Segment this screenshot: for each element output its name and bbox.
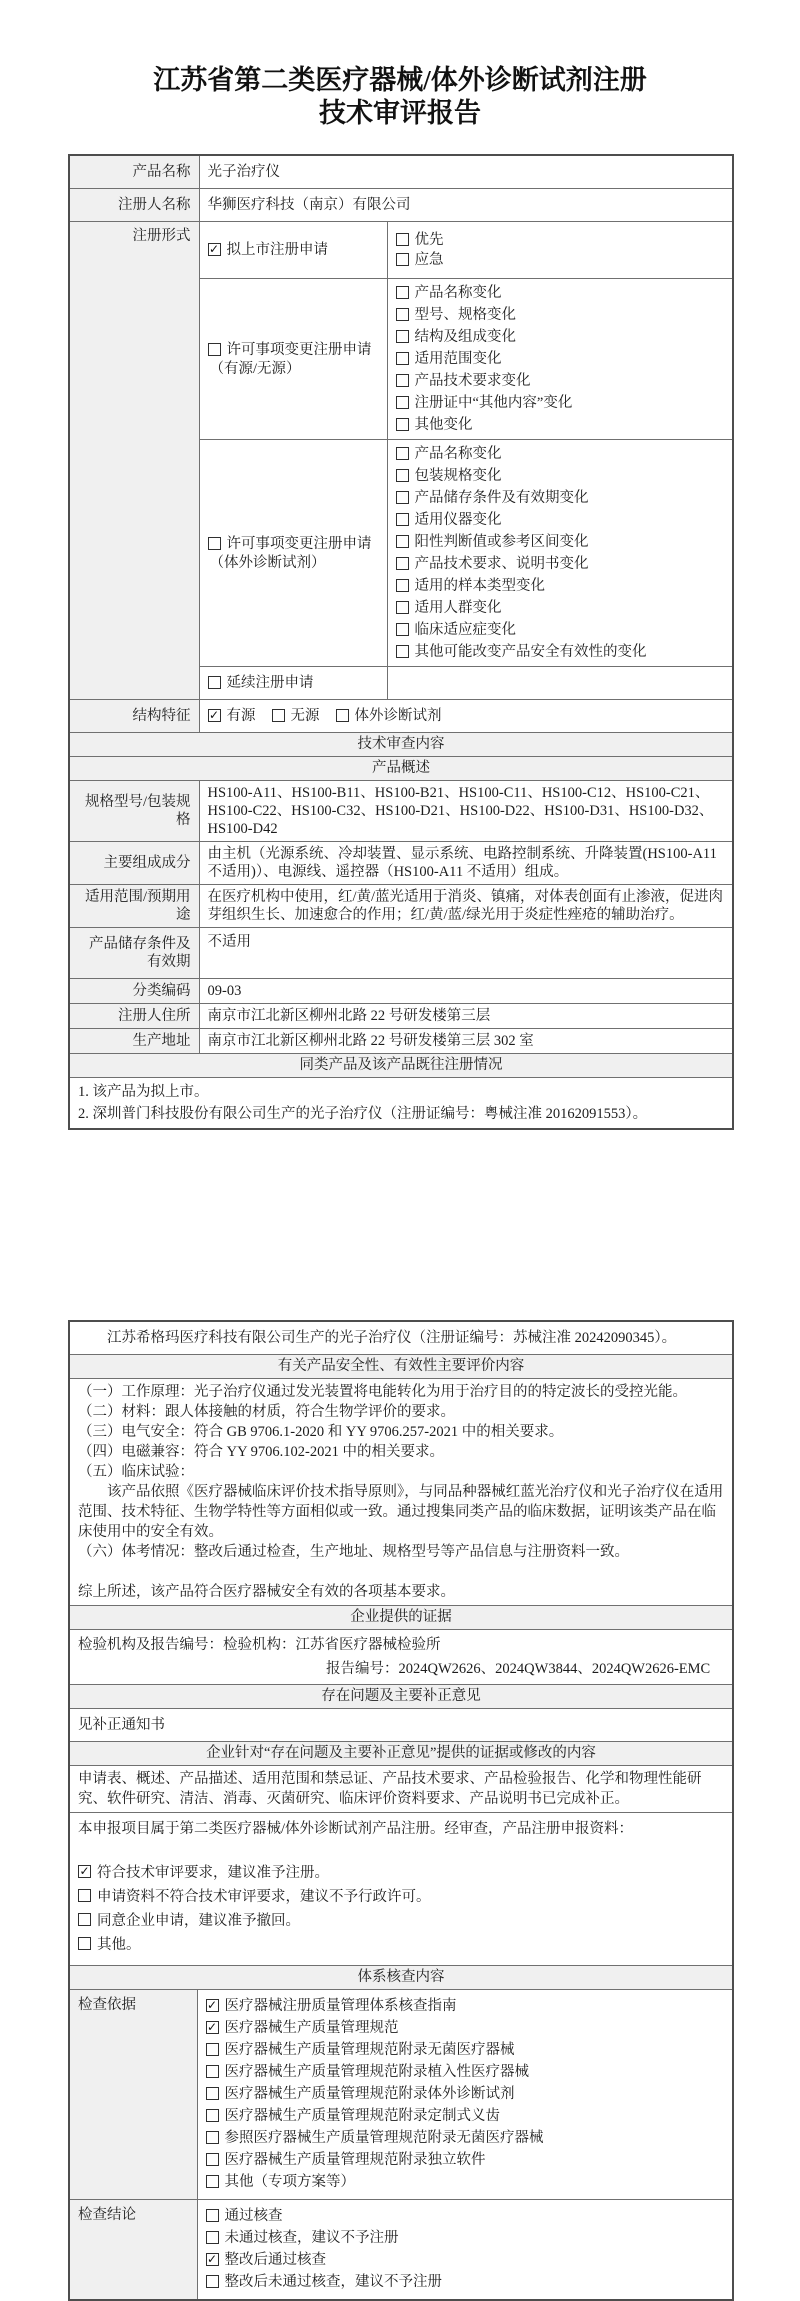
checkbox-icon bbox=[396, 557, 409, 570]
field-value-registrant: 华狮医疗科技（南京）有限公司 bbox=[199, 189, 733, 222]
report-title bbox=[0, 0, 800, 130]
checkbox-icon bbox=[206, 2175, 219, 2188]
row-classification-code bbox=[69, 979, 733, 1004]
checkbox-icon bbox=[396, 396, 409, 409]
checkbox-icon: ✓ bbox=[208, 242, 220, 256]
checkbox-icon bbox=[206, 2131, 219, 2144]
field-value-class-code: 09-03 bbox=[199, 979, 733, 1004]
field-label-class-code: 分类编码 bbox=[69, 979, 199, 1004]
checkbox-label: 产品名称变化 bbox=[414, 285, 502, 301]
row-structure-feature bbox=[69, 700, 733, 733]
option-group-structure bbox=[199, 700, 733, 733]
checkbox-label: 临床适应症变化 bbox=[414, 622, 516, 638]
checkbox-option bbox=[206, 2127, 725, 2149]
checkbox-option bbox=[396, 282, 725, 304]
field-value-production-address: 南京市江北新区柳州北路 22 号研发楼第三层 302 室 bbox=[199, 1029, 733, 1054]
section-row-issues bbox=[69, 1685, 733, 1709]
checkbox-option bbox=[396, 487, 725, 509]
option-group-inspection-basis bbox=[197, 1990, 733, 2200]
checkbox-label: 拟上市注册申请 bbox=[226, 242, 328, 258]
checkbox-label-line2: （有源/无源） bbox=[209, 361, 301, 377]
field-label-storage: 产品储存条件及有效期 bbox=[69, 928, 199, 979]
option-renewal bbox=[199, 667, 387, 700]
checkbox-label: 符合技术审评要求，建议准予注册。 bbox=[97, 1865, 329, 1881]
option-group-inspection-result bbox=[197, 2200, 733, 2301]
checkbox-label: 同意企业申请，建议准予撤回。 bbox=[97, 1913, 300, 1929]
field-value-storage: 不适用 bbox=[199, 928, 733, 979]
checkbox-label: 医疗器械生产质量管理规范附录独立软件 bbox=[224, 2152, 486, 2168]
row-product-name bbox=[69, 155, 733, 189]
checkbox-option bbox=[396, 641, 725, 663]
row-review-conclusion bbox=[69, 1813, 733, 1966]
checkbox-label-line2: （体外诊断试剂） bbox=[209, 555, 326, 571]
checkbox-label: 优先 bbox=[414, 232, 444, 248]
checkbox-label: 适用范围变化 bbox=[414, 351, 502, 367]
checkbox-icon bbox=[396, 623, 409, 636]
checkbox-label: 适用仪器变化 bbox=[414, 512, 502, 528]
section-header-history: 同类产品及该产品既往注册情况 bbox=[69, 1054, 733, 1078]
row-registrant-name bbox=[69, 189, 733, 222]
history-cell bbox=[69, 1078, 733, 1130]
evidence-agency: 检验机构及报告编号：检验机构：江苏省医疗器械检验所 bbox=[78, 1637, 441, 1653]
eval-materials: （二）材料：跟人体接触的材质，符合生物学评价的要求。 bbox=[78, 1404, 455, 1420]
field-label-spec: 规格型号/包装规格 bbox=[69, 781, 199, 842]
checkbox-option bbox=[208, 340, 379, 360]
checkbox-label: 适用的样本类型变化 bbox=[414, 578, 545, 594]
field-value-registrant-address: 南京市江北新区柳州北路 22 号研发楼第三层 bbox=[199, 1004, 733, 1029]
field-label-inspection-basis: 检查依据 bbox=[69, 1990, 197, 2200]
option-group-change-active bbox=[387, 279, 733, 440]
checkbox-option bbox=[396, 348, 725, 370]
checkbox-option bbox=[396, 414, 725, 436]
checkbox-label: 有源 bbox=[226, 708, 256, 724]
checkbox-label: 应急 bbox=[414, 252, 444, 268]
eval-electrical-safety: （三）电气安全：符合 GB 9706.1-2020 和 YY 9706.257-2021 中的相关要求。 bbox=[78, 1424, 564, 1440]
field-label-product-name: 产品名称 bbox=[69, 155, 199, 189]
field-label-components: 主要组成成分 bbox=[69, 842, 199, 885]
checkbox-icon bbox=[336, 709, 349, 722]
section-header-system-inspection: 体系核查内容 bbox=[69, 1966, 733, 1990]
evidence-report-numbers: 报告编号：2024QW2626、2024QW3844、2024QW2626-EMC bbox=[326, 1661, 711, 1677]
checkbox-icon bbox=[396, 601, 409, 614]
row-safety-eval bbox=[69, 1379, 733, 1606]
checkbox-label: 产品储存条件及有效期变化 bbox=[414, 490, 589, 506]
checkbox-icon bbox=[206, 2275, 219, 2288]
checkbox-option bbox=[396, 370, 725, 392]
row-main-components bbox=[69, 842, 733, 885]
checkbox-label: 医疗器械生产质量管理规范附录无菌医疗器械 bbox=[224, 2042, 515, 2058]
checkbox-option bbox=[206, 1995, 725, 2017]
checkbox-option bbox=[208, 673, 379, 693]
checkbox-option bbox=[396, 392, 725, 414]
checkbox-label: 型号、规格变化 bbox=[414, 307, 516, 323]
checkbox-icon: ✓ bbox=[206, 2252, 218, 2266]
checkbox-option bbox=[396, 553, 725, 575]
field-value-spec: HS100-A11、HS100-B11、HS100-B21、HS100-C11、HS100-C12、HS100-C21、HS100-C22、HS100-C32、HS100-D21、HS100-D22、HS100-D31、HS100-D32、HS100-D42 bbox=[199, 781, 733, 842]
checkbox-label: 未通过核查，建议不予注册 bbox=[224, 2230, 399, 2246]
checkbox-icon bbox=[396, 374, 409, 387]
field-label-inspection-result: 检查结论 bbox=[69, 2200, 197, 2301]
history-line-2: 2. 深圳普门科技股份有限公司生产的光子治疗仪（注册证编号：粤械注准 20162091553）。 bbox=[78, 1106, 648, 1122]
conclusion-intro: 本申报项目属于第二类医疗器械/体外诊断试剂产品注册。经审查，产品注册申报资料： bbox=[78, 1821, 634, 1837]
row-similar-product bbox=[69, 1321, 733, 1355]
checkbox-icon bbox=[396, 469, 409, 482]
section-row-safety-eval bbox=[69, 1355, 733, 1379]
checkbox-option bbox=[208, 240, 379, 260]
checkbox-icon: ✓ bbox=[206, 1998, 218, 2012]
checkbox-icon bbox=[78, 1913, 91, 1926]
eval-working-principle: （一）工作原理：光子治疗仪通过发光装置将电能转化为用于治疗目的的特定波长的受控光能。 bbox=[78, 1384, 687, 1400]
checkbox-option bbox=[206, 2205, 725, 2227]
title-line-1: 江苏省第二类医疗器械/体外诊断试剂注册 bbox=[153, 65, 647, 95]
checkbox-option bbox=[206, 2227, 725, 2249]
report-content bbox=[68, 154, 732, 2301]
checkbox-icon bbox=[206, 2043, 219, 2056]
checkbox-icon bbox=[396, 447, 409, 460]
option-change-active bbox=[199, 279, 387, 440]
row-registration-form-market bbox=[69, 222, 733, 279]
checkbox-option bbox=[396, 531, 725, 553]
checkbox-option bbox=[206, 2039, 725, 2061]
eval-conclusion: 综上所述，该产品符合医疗器械安全有效的各项基本要求。 bbox=[78, 1584, 455, 1600]
checkbox-icon bbox=[396, 352, 409, 365]
checkbox-label: 其他变化 bbox=[414, 417, 473, 433]
checkbox-label: 通过核查 bbox=[224, 2208, 283, 2224]
row-spec-models bbox=[69, 781, 733, 842]
checkbox-label: 包装规格变化 bbox=[414, 468, 502, 484]
checkbox-option bbox=[396, 465, 725, 487]
section-header-correction: 企业针对“存在问题及主要补正意见”提供的证据或修改的内容 bbox=[69, 1742, 733, 1766]
section-row-technical-review bbox=[69, 733, 733, 757]
checkbox-option bbox=[396, 304, 725, 326]
checkbox-label: 医疗器械注册质量管理体系核查指南 bbox=[224, 1998, 457, 2014]
checkbox-label: 医疗器械生产质量管理规范附录植入性医疗器械 bbox=[224, 2064, 529, 2080]
eval-system-inspection: （六）体考情况：整改后通过检查，生产地址、规格型号等产品信息与注册资料一致。 bbox=[78, 1544, 629, 1560]
checkbox-icon bbox=[208, 537, 221, 550]
checkbox-option bbox=[206, 2017, 725, 2039]
evidence-cell bbox=[69, 1630, 733, 1685]
history-line-1: 1. 该产品为拟上市。 bbox=[78, 1084, 209, 1100]
checkbox-label: 阳性判断值或参考区间变化 bbox=[414, 534, 589, 550]
eval-clinical-trial: （五）临床试验： bbox=[78, 1464, 194, 1480]
field-label-structure: 结构特征 bbox=[69, 700, 199, 733]
checkbox-label: 结构及组成变化 bbox=[414, 329, 516, 345]
checkbox-label: 其他。 bbox=[97, 1937, 141, 1953]
field-label-registrant: 注册人名称 bbox=[69, 189, 199, 222]
section-header-product-overview: 产品概述 bbox=[69, 757, 733, 781]
checkbox-icon bbox=[206, 2087, 219, 2100]
checkbox-option bbox=[206, 2105, 725, 2127]
row-intended-use bbox=[69, 885, 733, 928]
checkbox-option bbox=[206, 2249, 725, 2271]
checkbox-label: 整改后通过核查 bbox=[224, 2252, 326, 2268]
checkbox-icon bbox=[396, 418, 409, 431]
checkbox-option bbox=[336, 707, 442, 725]
empty-cell bbox=[387, 667, 733, 700]
checkbox-icon bbox=[206, 2153, 219, 2166]
field-label-registration-form: 注册形式 bbox=[69, 222, 199, 700]
section-row-product-overview bbox=[69, 757, 733, 781]
checkbox-option bbox=[208, 707, 256, 725]
checkbox-option bbox=[78, 1909, 724, 1933]
checkbox-label: 产品技术要求变化 bbox=[414, 373, 531, 389]
checkbox-option bbox=[396, 509, 725, 531]
title-line-2: 技术审评报告 bbox=[319, 98, 481, 128]
checkbox-label: 医疗器械生产质量管理规范附录体外诊断试剂 bbox=[224, 2086, 515, 2102]
section-header-safety-eval: 有关产品安全性、有效性主要评价内容 bbox=[69, 1355, 733, 1379]
section-header-technical-review: 技术审查内容 bbox=[69, 733, 733, 757]
checkbox-icon bbox=[396, 308, 409, 321]
field-value-components: 由主机（光源系统、冷却装置、显示系统、电路控制系统、升降装置(HS100-A11 不适用)）、电源线、遥控器（HS100-A11 不适用）组成。 bbox=[199, 842, 733, 885]
checkbox-option bbox=[208, 534, 379, 554]
checkbox-label: 适用人群变化 bbox=[414, 600, 502, 616]
checkbox-icon bbox=[78, 1889, 91, 1902]
field-label-intended-use: 适用范围/预期用途 bbox=[69, 885, 199, 928]
checkbox-option bbox=[78, 1861, 724, 1885]
checkbox-label: 产品技术要求、说明书变化 bbox=[414, 556, 589, 572]
similar-product-cell: 江苏希格玛医疗科技有限公司生产的光子治疗仪（注册证编号：苏械注准 20242090345）。 bbox=[69, 1321, 733, 1355]
checkbox-option bbox=[396, 597, 725, 619]
row-storage-conditions bbox=[69, 928, 733, 979]
row-history bbox=[69, 1078, 733, 1130]
checkbox-option bbox=[78, 1885, 724, 1909]
checkbox-icon: ✓ bbox=[206, 2020, 218, 2034]
row-correction bbox=[69, 1766, 733, 1813]
option-market-application bbox=[199, 222, 387, 279]
checkbox-icon bbox=[396, 535, 409, 548]
checkbox-label: 其他可能改变产品安全有效性的变化 bbox=[414, 644, 647, 660]
checkbox-option bbox=[272, 707, 320, 725]
checkbox-icon bbox=[206, 2209, 219, 2222]
checkbox-label: 延续注册申请 bbox=[226, 675, 314, 691]
checkbox-icon bbox=[206, 2065, 219, 2078]
option-change-ivd bbox=[199, 440, 387, 667]
field-label-production-address: 生产地址 bbox=[69, 1029, 199, 1054]
issues-cell: 见补正通知书 bbox=[69, 1709, 733, 1742]
structure-options bbox=[208, 707, 725, 725]
section-row-correction bbox=[69, 1742, 733, 1766]
field-value-product-name: 光子治疗仪 bbox=[199, 155, 733, 189]
checkbox-label: 医疗器械生产质量管理规范附录定制式义齿 bbox=[224, 2108, 500, 2124]
option-group-market-flags bbox=[387, 222, 733, 279]
checkbox-option bbox=[206, 2171, 725, 2193]
checkbox-icon bbox=[208, 343, 221, 356]
checkbox-icon bbox=[206, 2109, 219, 2122]
row-inspection-basis bbox=[69, 1990, 733, 2200]
checkbox-option bbox=[78, 1933, 724, 1957]
review-detail-table bbox=[68, 1320, 734, 2301]
checkbox-label: 许可事项变更注册申请 bbox=[226, 342, 372, 358]
checkbox-icon bbox=[396, 233, 409, 246]
row-production-address bbox=[69, 1029, 733, 1054]
checkbox-icon: ✓ bbox=[79, 1864, 90, 1878]
row-evidence bbox=[69, 1630, 733, 1685]
field-value-intended-use: 在医疗机构中使用，红/黄/蓝光适用于消炎、镇痛，对体表创面有止渗液，促进肉芽组织生长、加速愈合的作用；红/黄/蓝/绿光用于炎症性痤疮的辅助治疗。 bbox=[199, 885, 733, 928]
checkbox-label: 无源 bbox=[290, 708, 320, 724]
checkbox-label: 体外诊断试剂 bbox=[354, 708, 442, 724]
eval-emc: （四）电磁兼容：符合 YY 9706.102-2021 中的相关要求。 bbox=[78, 1444, 444, 1460]
option-group-change-ivd bbox=[387, 440, 733, 667]
checkbox-option bbox=[396, 619, 725, 641]
checkbox-label: 产品名称变化 bbox=[414, 446, 502, 462]
checkbox-icon bbox=[396, 579, 409, 592]
checkbox-option bbox=[206, 2149, 725, 2171]
checkbox-option bbox=[206, 2271, 725, 2293]
row-inspection-result bbox=[69, 2200, 733, 2301]
checkbox-icon: ✓ bbox=[208, 708, 220, 722]
checkbox-option bbox=[206, 2083, 725, 2105]
checkbox-icon bbox=[208, 676, 221, 689]
checkbox-option bbox=[396, 250, 725, 270]
safety-eval-cell bbox=[69, 1379, 733, 1606]
checkbox-label: 医疗器械生产质量管理规范 bbox=[224, 2020, 399, 2036]
checkbox-icon bbox=[396, 253, 409, 266]
checkbox-icon bbox=[396, 645, 409, 658]
checkbox-icon bbox=[396, 286, 409, 299]
section-header-evidence: 企业提供的证据 bbox=[69, 1606, 733, 1630]
section-row-system-inspection bbox=[69, 1966, 733, 1990]
checkbox-option bbox=[206, 2061, 725, 2083]
section-row-history bbox=[69, 1054, 733, 1078]
checkbox-icon bbox=[396, 491, 409, 504]
checkbox-label: 申请资料不符合技术审评要求，建议不予行政许可。 bbox=[97, 1889, 431, 1905]
checkbox-option bbox=[396, 230, 725, 250]
field-label-registrant-address: 注册人住所 bbox=[69, 1004, 199, 1029]
checkbox-option bbox=[396, 575, 725, 597]
checkbox-label: 注册证中“其他内容”变化 bbox=[414, 395, 573, 411]
checkbox-option bbox=[396, 326, 725, 348]
row-issues bbox=[69, 1709, 733, 1742]
checkbox-option bbox=[396, 443, 725, 465]
checkbox-label: 参照医疗器械生产质量管理规范附录无菌医疗器械 bbox=[224, 2130, 544, 2146]
checkbox-icon bbox=[396, 330, 409, 343]
row-registrant-address bbox=[69, 1004, 733, 1029]
section-row-evidence bbox=[69, 1606, 733, 1630]
review-conclusion-cell bbox=[69, 1813, 733, 1966]
checkbox-label: 其他（专项方案等） bbox=[224, 2174, 355, 2190]
checkbox-icon bbox=[206, 2231, 219, 2244]
section-header-issues: 存在问题及主要补正意见 bbox=[69, 1685, 733, 1709]
checkbox-icon bbox=[78, 1937, 91, 1950]
checkbox-label: 许可事项变更注册申请 bbox=[226, 536, 372, 552]
checkbox-icon bbox=[396, 513, 409, 526]
eval-clinical-detail: 该产品依照《医疗器械临床评价技术指导原则》，与同品种器械红蓝光治疗仪和光子治疗仪在适用范围、技术特征、生物学特性等方面相似或一致。通过搜集同类产品的临床数据，证明该类产品在临床使用中的安全有效。 bbox=[78, 1484, 724, 1540]
correction-cell: 申请表、概述、产品描述、适用范围和禁忌证、产品技术要求、产品检验报告、化学和物理性能研究、软件研究、清洁、消毒、灭菌研究、临床评价资料要求、产品说明书已完成补正。 bbox=[69, 1766, 733, 1813]
product-info-table bbox=[68, 154, 734, 1130]
checkbox-label: 整改后未通过核查，建议不予注册 bbox=[224, 2274, 442, 2290]
checkbox-icon bbox=[272, 709, 285, 722]
